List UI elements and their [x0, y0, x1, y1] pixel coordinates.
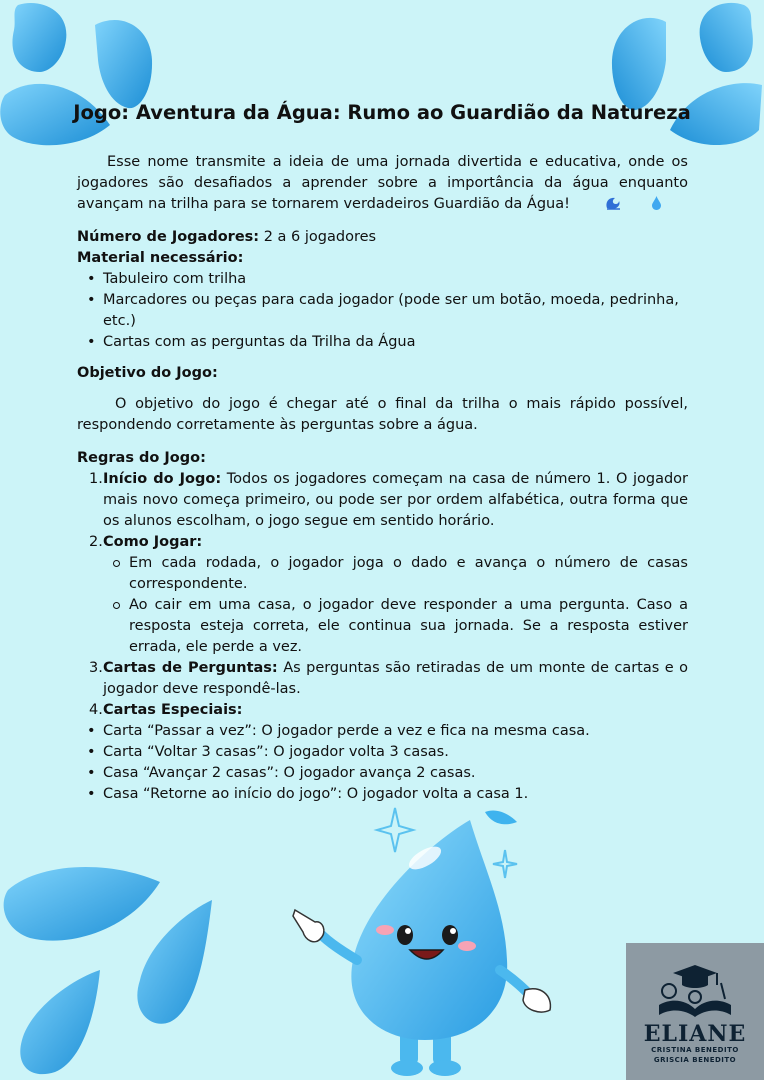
- materials-list: [77, 269, 688, 353]
- how-to-play-list: [103, 553, 688, 658]
- page-title: Jogo: Aventura da Água: Rumo ao Guardião da Natureza: [73, 101, 691, 124]
- list-item: • Casa “Avançar 2 casas”: O jogador avança 2 casas.: [103, 763, 688, 784]
- sparkle-icon: [493, 850, 517, 878]
- intro-text: Esse nome transmite a ideia de uma jornada divertida e educativa, onde os jogadores são desafiados a aprender sobre a importância da água enquanto avançam na trilha para se tornarem verdadeiros Guardião da Água!: [77, 154, 688, 212]
- drop-icon: [12, 3, 66, 72]
- rule-text: Todos os jogadores começam na casa de número 1. O jogador mais novo começa primeiro, ou pode ser por ordem alfabética, outra forma que os alunos escolham, o jogo segue em sentido horário.: [103, 471, 688, 529]
- objective-text: O objetivo do jogo é chegar até o final da trilha o mais rápido possível, respondendo corretamente às perguntas sobre a água.: [77, 396, 688, 433]
- players-label: Número de Jogadores:: [77, 229, 260, 245]
- rule-item: 2. Como Jogar: Em cada rodada, o jogador joga o dado e avança o número de casas correspondente. Ao cair em uma casa, o jogador deve responder a uma pergunta. Caso a resposta esteja correta, ele continua sua jornada. Se a resposta estiver errada, ele perde a vez.: [103, 532, 688, 658]
- list-item: Em cada rodada, o jogador joga o dado e avança o número de casas correspondente.: [129, 553, 688, 595]
- droplet-icon: [621, 196, 662, 217]
- rule-text: As perguntas são retiradas de um monte de cartas e o jogador deve respondê-las.: [103, 660, 689, 697]
- logo-subtitle-1: CRISTINA BENEDITO: [651, 1046, 739, 1054]
- right-shoe: [429, 1060, 461, 1076]
- rules-list: [77, 469, 688, 721]
- left-cheek: [376, 925, 394, 935]
- list-item: • Carta “Passar a vez”: O jogador perde a vez e fica na mesma casa.: [103, 721, 688, 742]
- list-item: Ao cair em uma casa, o jogador deve responder a uma pergunta. Caso a resposta esteja correta, ele continua sua jornada. Se a resposta estiver errada, ele perde a vez.: [129, 595, 688, 658]
- small-drop-icon: [485, 810, 517, 824]
- drop-icon: [95, 20, 152, 108]
- rule-title: Início do Jogo:: [103, 471, 222, 487]
- drop-icon: [612, 18, 666, 110]
- wave-icon: [575, 196, 621, 217]
- drop-icon: [137, 900, 212, 1024]
- objective-label: Objetivo do Jogo:: [77, 365, 218, 381]
- drop-icon: [4, 867, 160, 941]
- list-item: • Tabuleiro com trilha: [103, 269, 688, 290]
- author-logo: [626, 943, 764, 1080]
- logo-name: ELIANE: [643, 1021, 747, 1047]
- rule-title: Como Jogar:: [103, 534, 203, 550]
- rule-title: Cartas de Perguntas:: [103, 660, 278, 676]
- players-line: [77, 227, 688, 248]
- water-drops-bottom-left: [0, 860, 230, 1080]
- intro-paragraph: [77, 152, 688, 217]
- logo-subtitle-2: GRISCIA BENEDITO: [653, 1056, 737, 1064]
- drop-icon: [700, 3, 753, 72]
- document-body: [77, 100, 688, 805]
- materials-label: Material necessário:: [77, 250, 244, 266]
- players-value: 2 a 6 jogadores: [263, 229, 377, 245]
- graduation-book-icon: [655, 961, 735, 1021]
- right-eye: [442, 925, 458, 945]
- right-cheek: [458, 941, 476, 951]
- list-item: • Casa “Retorne ao início do jogo”: O jogador volta a casa 1.: [103, 784, 688, 805]
- left-eye: [397, 925, 413, 945]
- rule-item: 4. Cartas Especiais:: [89, 702, 243, 718]
- list-item: • Marcadores ou peças para cada jogador (pode ser um botão, moeda, pedrinha, etc.): [103, 290, 688, 332]
- left-shoe: [391, 1060, 423, 1076]
- list-item: • Carta “Voltar 3 casas”: O jogador volta 3 casas.: [103, 742, 688, 763]
- rule-item: 3. Cartas de Perguntas: As perguntas são retiradas de um monte de cartas e o jogador deve respondê-las.: [89, 660, 689, 697]
- special-cards-list: [77, 721, 688, 805]
- sparkle-icon: [377, 808, 413, 852]
- list-item: • Cartas com as perguntas da Trilha da Água: [103, 332, 688, 353]
- right-hand: [523, 989, 550, 1012]
- pointing-hand: [293, 910, 324, 942]
- water-drop-mascot: [285, 800, 560, 1080]
- rule-title: Cartas Especiais:: [103, 702, 243, 718]
- rules-label: Regras do Jogo:: [77, 450, 206, 466]
- drop-icon: [20, 970, 100, 1074]
- rule-item: 1. Início do Jogo: Todos os jogadores começam na casa de número 1. O jogador mais novo começa primeiro, ou pode ser por ordem alfabética, outra forma que os alunos escolham, o jogo segue em sentido horário.: [89, 471, 688, 529]
